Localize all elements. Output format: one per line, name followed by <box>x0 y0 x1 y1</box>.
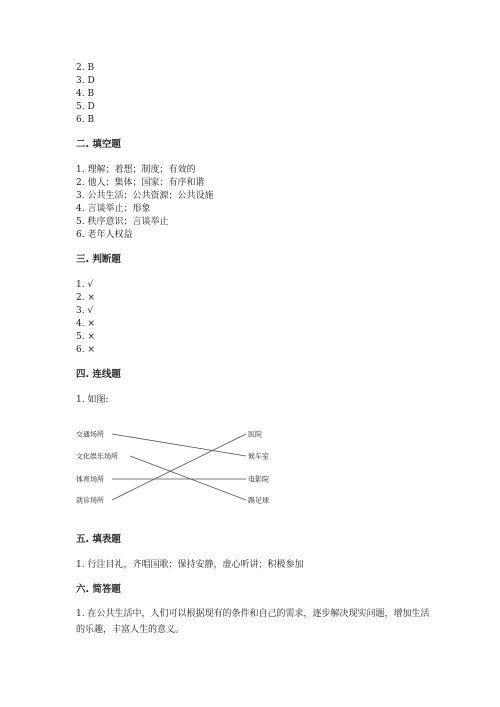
matching-left-item: 就诊场所 <box>76 496 104 505</box>
judge-answer: 6. × <box>76 345 95 355</box>
judge-answer: 4. × <box>76 319 95 329</box>
section-title-fill-in: 二. 填空题 <box>76 139 121 150</box>
fill-in-answer: 4. 言谈举止；形象 <box>76 204 151 214</box>
matching-link-line <box>112 434 246 500</box>
fill-in-answer: 6. 老年人权益 <box>76 230 133 240</box>
choice-answer: 3. D <box>76 76 95 86</box>
matching-link-line <box>112 434 246 456</box>
judge-answer: 1. √ <box>76 280 94 290</box>
judge-answer: 5. × <box>76 332 95 342</box>
matching-right-item: 候车室 <box>248 452 269 461</box>
matching-diagram <box>70 420 290 510</box>
table-answer: 1. 行注目礼，齐唱国歌；保持安静，虚心听讲；积极参加 <box>76 560 304 570</box>
choice-answer: 2. B <box>76 63 95 73</box>
choice-answer: 4. B <box>76 89 95 99</box>
section-title-judge: 三. 判断题 <box>76 254 121 265</box>
judge-answer: 2. × <box>76 293 95 303</box>
choice-answer: 5. D <box>76 102 95 112</box>
matching-intro: 1. 如图: <box>76 395 109 405</box>
matching-right-item: 踢足球 <box>248 496 269 505</box>
matching-left-item: 交通场所 <box>76 430 104 439</box>
choice-answer: 6. B <box>76 115 95 125</box>
judge-answer: 3. √ <box>76 306 94 316</box>
matching-left-item: 体育场所 <box>76 475 104 484</box>
section-title-table: 五. 填表题 <box>76 534 121 545</box>
fill-in-answer: 3. 公共生活；公共资源；公共设施 <box>76 191 214 201</box>
matching-left-item: 文化娱乐场所 <box>76 452 118 461</box>
fill-in-answer: 1. 理解；着想；制度；有效的 <box>76 165 196 175</box>
short-answer-text: 1. 在公共生活中，人们可以根据现有的条件和自己的需求，逐步解决现实问题，增加生活的乐趣，丰富人生的意义。 <box>76 609 430 635</box>
fill-in-answer: 5. 秩序意识；言谈举止 <box>76 217 169 227</box>
matching-right-item: 医院 <box>248 430 262 439</box>
fill-in-answer: 2. 他人；集体；国家；有序和谐 <box>76 178 205 188</box>
section-title-short-answer: 六. 简答题 <box>76 584 121 595</box>
matching-right-item: 电影院 <box>248 475 269 484</box>
section-title-matching: 四. 连线题 <box>76 369 121 380</box>
